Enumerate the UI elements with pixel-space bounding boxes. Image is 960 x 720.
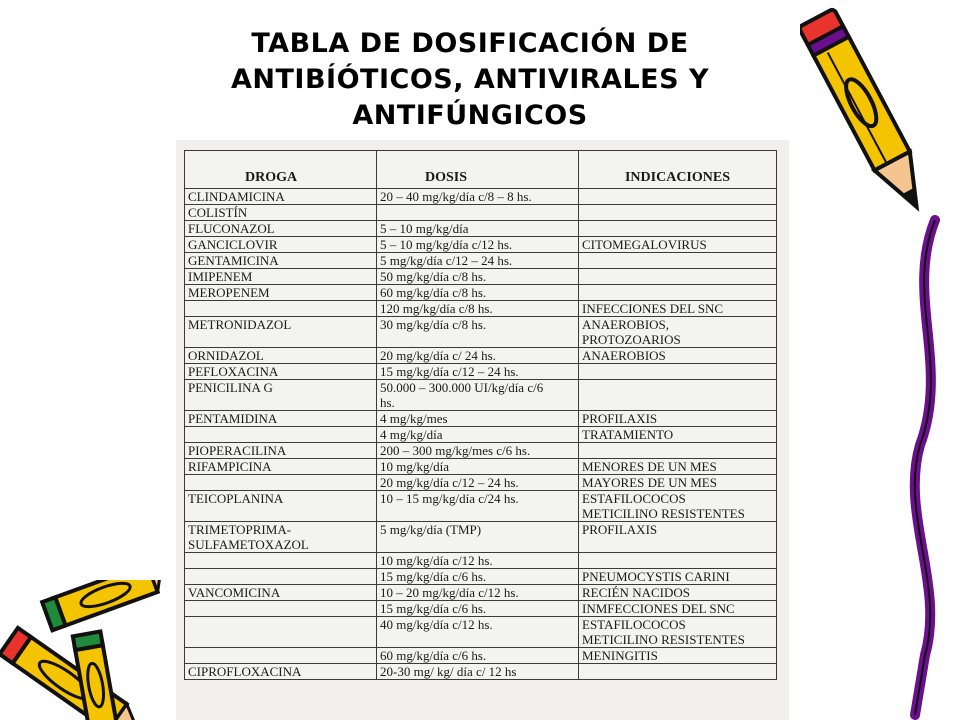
table-row (185, 475, 777, 491)
table-row (185, 285, 777, 301)
dosis-cell: 10 – 15 mg/kg/día c/24 hs. (377, 491, 579, 522)
table-row (185, 269, 777, 285)
table-row (185, 205, 777, 221)
indicaciones-cell (579, 443, 777, 459)
dosis-cell: 5 mg/kg/día c/12 – 24 hs. (377, 253, 579, 269)
droga-cell: PEFLOXACINA (185, 364, 377, 380)
droga-cell: GENTAMICINA (185, 253, 377, 269)
title-line-1: TABLA DE DOSIFICACIÓN DE (251, 28, 689, 59)
table-row (185, 522, 777, 553)
dosis-cell: 10 mg/kg/día (377, 459, 579, 475)
indicaciones-cell: ANAEROBIOS, PROTOZOARIOS (579, 317, 777, 348)
droga-cell (185, 475, 377, 491)
dosis-cell: 20-30 mg/ kg/ día c/ 12 hs (377, 664, 579, 680)
droga-cell (185, 553, 377, 569)
header-dosis: DOSIS (377, 151, 579, 189)
table-row (185, 364, 777, 380)
droga-cell: GANCICLOVIR (185, 237, 377, 253)
dosis-cell: 20 – 40 mg/kg/día c/8 – 8 hs. (377, 189, 579, 205)
indicaciones-cell: MAYORES DE UN MES (579, 475, 777, 491)
droga-cell: ORNIDAZOL (185, 348, 377, 364)
dosing-table (184, 150, 777, 680)
droga-cell: MEROPENEM (185, 285, 377, 301)
indicaciones-cell: INMFECCIONES DEL SNC (579, 601, 777, 617)
dosis-cell: 15 mg/kg/día c/12 – 24 hs. (377, 364, 579, 380)
droga-cell: TEICOPLANINA (185, 491, 377, 522)
droga-cell: PENICILINA G (185, 380, 377, 411)
dosis-cell: 50.000 – 300.000 UI/kg/día c/6 hs. (377, 380, 579, 411)
droga-cell: FLUCONAZOL (185, 221, 377, 237)
indicaciones-cell: TRATAMIENTO (579, 427, 777, 443)
dosis-cell: 60 mg/kg/día c/6 hs. (377, 648, 579, 664)
dosis-cell: 20 mg/kg/día c/ 24 hs. (377, 348, 579, 364)
table-body (185, 189, 777, 680)
dosis-cell: 20 mg/kg/día c/12 – 24 hs. (377, 475, 579, 491)
droga-cell (185, 617, 377, 648)
pencils-icon-bottom-left (0, 580, 178, 720)
dosis-cell: 50 mg/kg/día c/8 hs. (377, 269, 579, 285)
indicaciones-cell (579, 553, 777, 569)
dosis-cell: 30 mg/kg/día c/8 hs. (377, 317, 579, 348)
table-row (185, 189, 777, 205)
indicaciones-cell: MENORES DE UN MES (579, 459, 777, 475)
table-row (185, 380, 777, 411)
droga-cell: METRONIDAZOL (185, 317, 377, 348)
indicaciones-cell (579, 205, 777, 221)
table-row (185, 569, 777, 585)
table-row (185, 221, 777, 237)
dosis-cell: 10 – 20 mg/kg/día c/12 hs. (377, 585, 579, 601)
droga-cell (185, 569, 377, 585)
dosis-cell: 120 mg/kg/día c/8 hs. (377, 301, 579, 317)
indicaciones-cell: PROFILAXIS (579, 411, 777, 427)
indicaciones-cell (579, 380, 777, 411)
indicaciones-cell (579, 664, 777, 680)
droga-cell: RIFAMPICINA (185, 459, 377, 475)
table-row (185, 585, 777, 601)
droga-cell: CLINDAMICINA (185, 189, 377, 205)
dosis-cell: 5 mg/kg/día (TMP) (377, 522, 579, 553)
dosis-cell (377, 205, 579, 221)
indicaciones-cell: MENINGITIS (579, 648, 777, 664)
dosis-cell: 5 – 10 mg/kg/día c/12 hs. (377, 237, 579, 253)
droga-cell: PENTAMIDINA (185, 411, 377, 427)
table-row (185, 253, 777, 269)
indicaciones-cell (579, 253, 777, 269)
title-line-3: ANTIFÚNGICOS (352, 100, 588, 131)
table-row (185, 237, 777, 253)
table-row (185, 411, 777, 427)
indicaciones-cell (579, 285, 777, 301)
dosis-cell: 4 mg/kg/día (377, 427, 579, 443)
dosis-cell: 15 mg/kg/día c/6 hs. (377, 601, 579, 617)
indicaciones-cell: ESTAFILOCOCOS METICILINO RESISTENTES (579, 617, 777, 648)
indicaciones-cell: ANAEROBIOS (579, 348, 777, 364)
indicaciones-cell: PNEUMOCYSTIS CARINI (579, 569, 777, 585)
table-row (185, 348, 777, 364)
title-line-2: ANTIBÍÓTICOS, ANTIVIRALES Y (231, 64, 709, 95)
table-header-row (185, 151, 777, 189)
dosis-cell: 200 – 300 mg/kg/mes c/6 hs. (377, 443, 579, 459)
header-indicaciones: INDICACIONES (579, 151, 777, 189)
indicaciones-cell: ESTAFILOCOCOS METICILINO RESISTENTES (579, 491, 777, 522)
table-row (185, 491, 777, 522)
indicaciones-cell (579, 364, 777, 380)
table-row (185, 648, 777, 664)
indicaciones-cell (579, 269, 777, 285)
droga-cell: CIPROFLOXACINA (185, 664, 377, 680)
dosis-cell: 60 mg/kg/día c/8 hs. (377, 285, 579, 301)
droga-cell: IMIPENEM (185, 269, 377, 285)
droga-cell: COLISTÍN (185, 205, 377, 221)
indicaciones-cell: CITOMEGALOVIRUS (579, 237, 777, 253)
table-row (185, 664, 777, 680)
slide-title (160, 26, 780, 134)
droga-cell (185, 648, 377, 664)
indicaciones-cell: RECIÉN NACIDOS (579, 585, 777, 601)
dosis-cell: 5 – 10 mg/kg/día (377, 221, 579, 237)
table-row (185, 301, 777, 317)
droga-cell: TRIMETOPRIMA- SULFAMETOXAZOL (185, 522, 377, 553)
table-row (185, 317, 777, 348)
table-row (185, 427, 777, 443)
droga-cell (185, 601, 377, 617)
table-row (185, 617, 777, 648)
pencil-icon-right-edge (895, 215, 960, 720)
pencil-icon-top-right (800, 0, 950, 230)
header-droga: DROGA (185, 151, 377, 189)
droga-cell (185, 301, 377, 317)
table-row (185, 601, 777, 617)
dosis-cell: 15 mg/kg/día c/6 hs. (377, 569, 579, 585)
table-row (185, 553, 777, 569)
scanned-table-image (176, 140, 789, 720)
table-row (185, 443, 777, 459)
indicaciones-cell: PROFILAXIS (579, 522, 777, 553)
indicaciones-cell (579, 189, 777, 205)
droga-cell: PIOPERACILINA (185, 443, 377, 459)
dosis-cell: 4 mg/kg/mes (377, 411, 579, 427)
indicaciones-cell: INFECCIONES DEL SNC (579, 301, 777, 317)
droga-cell: VANCOMICINA (185, 585, 377, 601)
dosis-cell: 40 mg/kg/día c/12 hs. (377, 617, 579, 648)
table-row (185, 459, 777, 475)
dosis-cell: 10 mg/kg/día c/12 hs. (377, 553, 579, 569)
droga-cell (185, 427, 377, 443)
indicaciones-cell (579, 221, 777, 237)
